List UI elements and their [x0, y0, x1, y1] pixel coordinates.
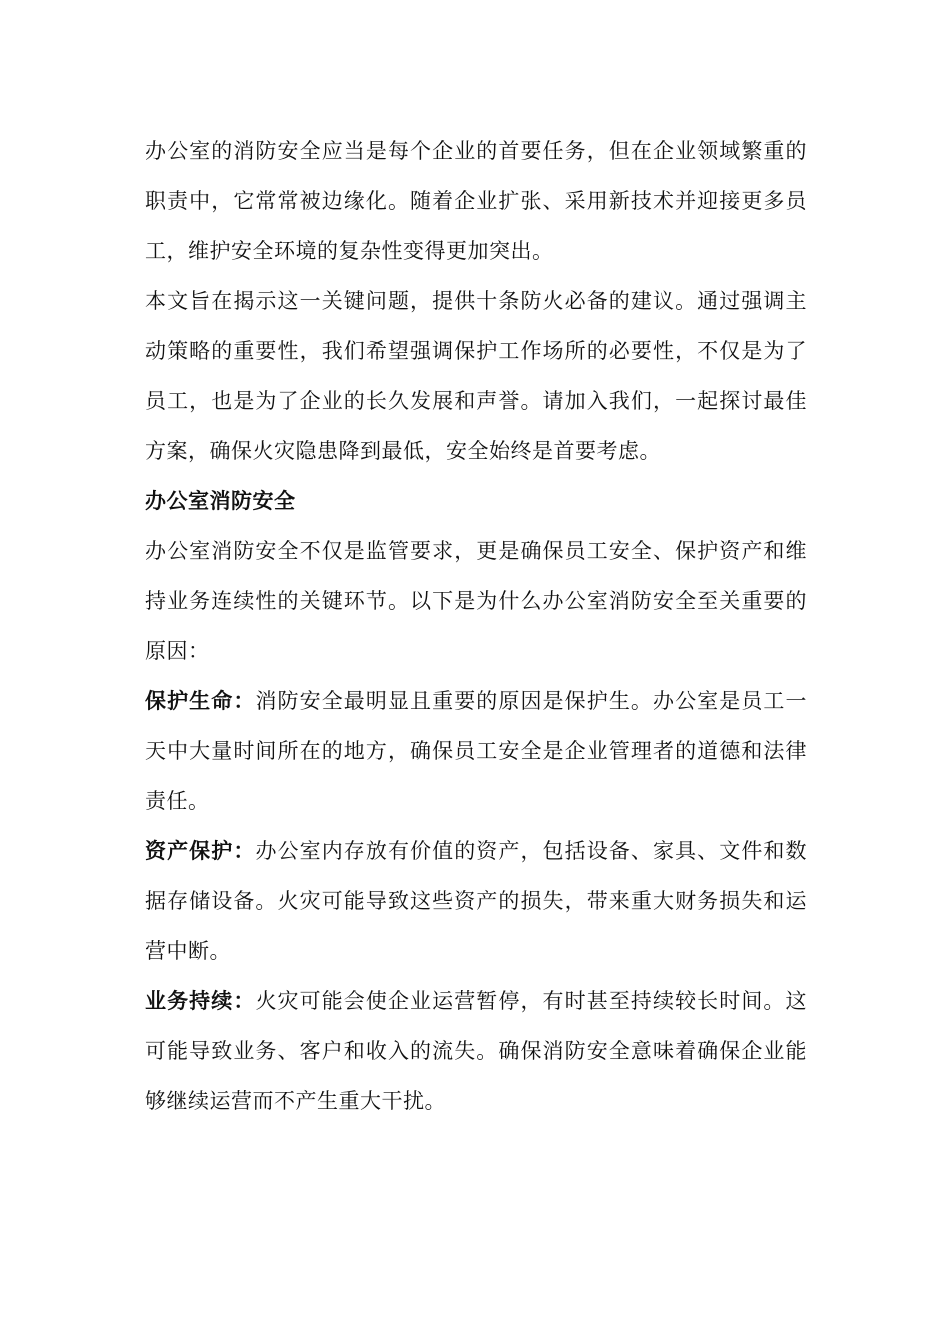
point-text: 消防安全最明显且重要的原因是保护生。办公室是员工一天中大量时间所在的地方，确保员工安全是企业管理者的道德和法律责任。 — [145, 689, 808, 813]
point-asset-protection — [145, 826, 807, 976]
point-business-continuity — [145, 976, 807, 1126]
document-body — [145, 126, 807, 1126]
intro-paragraph-1: 办公室的消防安全应当是每个企业的首要任务，但在企业领域繁重的职责中，它常常被边缘化。随着企业扩张、采用新技术并迎接更多员工，维护安全环境的复杂性变得更加突出。 — [145, 139, 807, 263]
point-protect-life — [145, 676, 807, 826]
section-intro-paragraph: 办公室消防安全不仅是监管要求，更是确保员工安全、保护资产和维持业务连续性的关键环节。以下是为什么办公室消防安全至关重要的原因： — [145, 539, 807, 663]
point-text: 火灾可能会使企业运营暂停，有时甚至持续较长时间。这可能导致业务、客户和收入的流失。确保消防安全意味着确保企业能够继续运营而不产生重大干扰。 — [145, 989, 808, 1113]
point-lead: 业务持续： — [145, 989, 256, 1013]
intro-paragraph-2: 本文旨在揭示这一关键问题，提供十条防火必备的建议。通过强调主动策略的重要性，我们希望强调保护工作场所的必要性，不仅是为了员工，也是为了企业的长久发展和声誉。请加入我们，一起探讨最佳方案，确保火灾隐患降到最低，安全始终是首要考虑。 — [145, 289, 807, 463]
section-heading: 办公室消防安全 — [145, 489, 296, 513]
point-lead: 保护生命： — [145, 689, 256, 713]
point-text: 办公室内存放有价值的资产，包括设备、家具、文件和数据存储设备。火灾可能导致这些资产的损失，带来重大财务损失和运营中断。 — [145, 839, 808, 963]
point-lead: 资产保护： — [145, 839, 256, 863]
